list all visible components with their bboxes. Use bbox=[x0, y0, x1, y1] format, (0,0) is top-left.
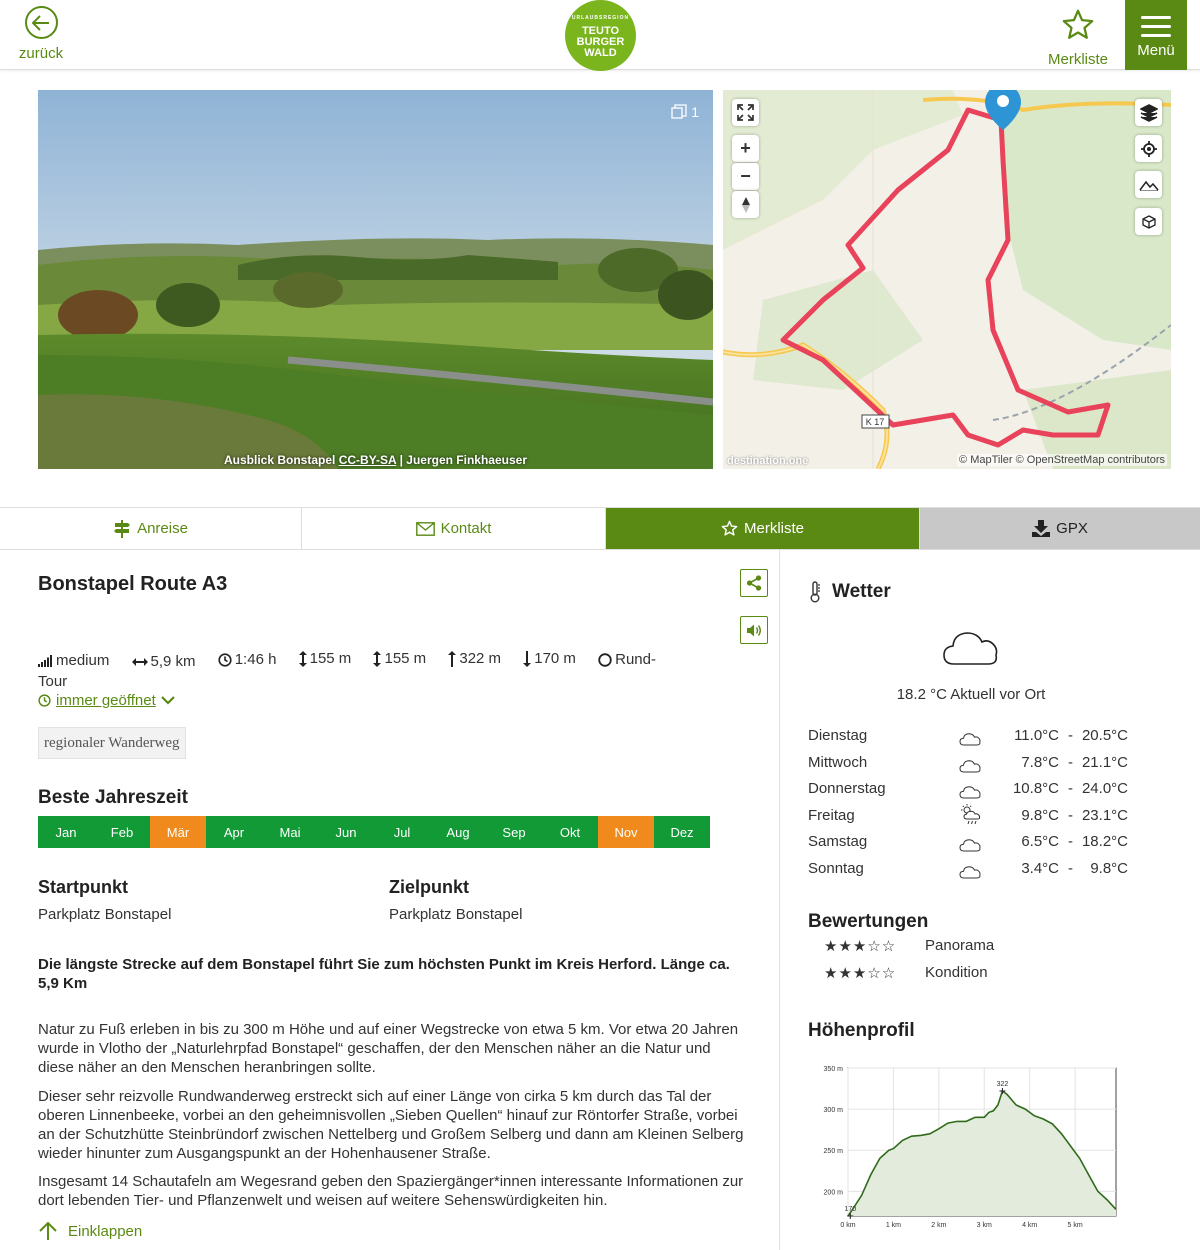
share-icon bbox=[746, 575, 762, 591]
weather-low: 6.5°C bbox=[1021, 833, 1059, 851]
compass-icon bbox=[741, 197, 751, 213]
season-heading: Beste Jahreszeit bbox=[38, 787, 188, 808]
terrain-button[interactable] bbox=[1135, 171, 1162, 198]
weather-high: 21.1°C bbox=[1081, 753, 1128, 771]
month-mai: Mai bbox=[262, 816, 318, 848]
x-tick-label: 0 km bbox=[840, 1222, 856, 1229]
merkliste-header-label: Merkliste bbox=[1047, 51, 1108, 68]
month-jun: Jun bbox=[318, 816, 374, 848]
tab-gpx[interactable]: GPX bbox=[920, 508, 1200, 549]
stat-distance: 5,9 km bbox=[132, 652, 196, 671]
x-tick-label: 3 km bbox=[976, 1222, 992, 1229]
arrow-up-icon bbox=[38, 1221, 58, 1241]
month-feb: Feb bbox=[94, 816, 150, 848]
thermometer-icon bbox=[808, 581, 822, 603]
weather-day: Sonntag bbox=[808, 860, 864, 877]
map-canvas bbox=[723, 90, 1171, 469]
start-value: Parkplatz Bonstapel bbox=[38, 906, 172, 923]
back-label: zurück bbox=[18, 45, 64, 62]
weather-day: Dienstag bbox=[808, 727, 868, 744]
weather-row bbox=[808, 754, 1138, 776]
share-button[interactable] bbox=[740, 569, 768, 597]
teutoburger-wald-logo[interactable]: URLAUBSREGION TEUTO BURGER WALD bbox=[565, 0, 636, 71]
rating-stars-icon: ★★★☆☆ bbox=[824, 964, 897, 982]
route-title: Bonstapel Route A3 bbox=[38, 573, 228, 595]
menu-button[interactable] bbox=[1125, 0, 1187, 70]
landscape-image bbox=[38, 90, 713, 469]
weather-row bbox=[808, 727, 1138, 749]
chevron-down-icon bbox=[161, 696, 175, 705]
clock-icon bbox=[218, 653, 232, 667]
annotation-label: 170 bbox=[844, 1206, 857, 1213]
start-heading: Startpunkt bbox=[38, 877, 128, 897]
cloud-icon bbox=[959, 759, 981, 777]
stat-type: Rund- bbox=[598, 650, 656, 669]
stat-duration: 1:46 h bbox=[218, 650, 277, 669]
weather-heading: Wetter bbox=[808, 581, 891, 603]
x-tick-label: 1 km bbox=[885, 1222, 902, 1229]
horizontal-arrows-icon bbox=[132, 657, 148, 667]
x-tick-label: 5 km bbox=[1067, 1222, 1083, 1229]
weather-row bbox=[808, 780, 1138, 802]
weather-day: Freitag bbox=[808, 806, 855, 824]
expand-icon bbox=[737, 104, 754, 121]
cloud-icon bbox=[942, 628, 1000, 668]
photo-caption: Ausblick Bonstapel CC-BY-SA | Juergen Finkhaeuser bbox=[224, 453, 527, 467]
current-temperature: 18.2 °C Aktuell vor Ort bbox=[896, 686, 1046, 703]
month-nov: Nov bbox=[598, 816, 654, 848]
stat-type-cont: Tour bbox=[38, 672, 68, 690]
crosshair-icon bbox=[1141, 141, 1157, 157]
elevation-chart bbox=[808, 1058, 1128, 1230]
end-value: Parkplatz Bonstapel bbox=[389, 906, 523, 923]
stat-max-height: 322 m bbox=[448, 649, 501, 668]
month-jan: Jan bbox=[38, 816, 94, 848]
layers-icon bbox=[1140, 104, 1158, 122]
month-mär: Mär bbox=[150, 816, 206, 848]
month-aug: Aug bbox=[430, 816, 486, 848]
stat-min-height: 170 m bbox=[523, 649, 576, 668]
arrow-left-icon bbox=[25, 6, 58, 39]
signpost-icon bbox=[113, 520, 131, 538]
speaker-icon bbox=[747, 624, 762, 637]
vertical-arrows-icon bbox=[299, 651, 307, 667]
ratings-heading: Bewertungen bbox=[808, 911, 929, 932]
map-brand: destination.one bbox=[727, 455, 809, 467]
weather-row bbox=[808, 807, 1138, 829]
vertical-arrows-icon bbox=[373, 651, 381, 667]
weather-low: 11.0°C bbox=[1014, 727, 1059, 744]
rating-name: Panorama bbox=[925, 937, 995, 954]
weather-low: 10.8°C bbox=[1012, 780, 1059, 798]
image-count: 1 bbox=[671, 104, 699, 120]
license-link[interactable]: CC-BY-SA bbox=[338, 453, 397, 467]
month-jul: Jul bbox=[374, 816, 430, 848]
action-tabs bbox=[0, 507, 1200, 550]
map-attribution[interactable]: © MapTiler © OpenStreetMap contributors bbox=[959, 454, 1165, 466]
route-map[interactable] bbox=[723, 90, 1171, 469]
cube-icon bbox=[1142, 215, 1156, 229]
route-photo[interactable] bbox=[38, 90, 713, 469]
star-icon bbox=[721, 520, 738, 537]
cloud-icon bbox=[959, 838, 981, 856]
star-outline-icon bbox=[1060, 8, 1096, 42]
top-header bbox=[0, 0, 1200, 70]
y-tick-label: 300 m bbox=[823, 1107, 843, 1115]
arrow-up-icon bbox=[448, 651, 456, 667]
description-paragraph-3: Insgesamt 14 Schautafeln am Wegesrand geben den Spaziergänger*innen interessante Informationen zur dort lebenden Tier- und Pflanzenwelt und weisen auf weitere Sehenswürdigkeiten hin. bbox=[38, 1173, 744, 1209]
category-tag: regionaler Wanderweg bbox=[38, 727, 186, 759]
weather-dash: - bbox=[1068, 860, 1073, 877]
3d-button[interactable] bbox=[1135, 208, 1162, 235]
month-apr: Apr bbox=[206, 816, 262, 848]
month-okt: Okt bbox=[542, 816, 598, 848]
month-dez: Dez bbox=[654, 816, 710, 848]
y-tick-label: 200 m bbox=[823, 1189, 843, 1197]
weather-dash: - bbox=[1068, 806, 1073, 824]
weather-day: Samstag bbox=[808, 833, 868, 851]
weather-high: 18.2°C bbox=[1081, 833, 1128, 851]
read-aloud-button[interactable] bbox=[740, 616, 768, 644]
weather-dash: - bbox=[1068, 833, 1073, 851]
cloud-icon bbox=[959, 732, 981, 750]
menu-label: Menü bbox=[1137, 42, 1175, 59]
download-icon bbox=[1032, 520, 1050, 537]
y-tick-label: 250 m bbox=[823, 1148, 843, 1156]
description-paragraph-1: Natur zu Fuß erleben in bis zu 300 m Höhe und auf einer Wegstrecke von etwa 5 km. Vor etwa 20 Jahren wurde in Vlotho der „Naturlehrpfad Bonstapel“ geschaffen, der den Menschen näher an die Natur und diese näher an den Menschen heranbringen sollte. bbox=[38, 1021, 739, 1076]
route-teaser: Die längste Strecke auf dem Bonstapel führt Sie zum höchsten Punkt im Kreis Herford. Länge ca. 5,9 Km bbox=[38, 956, 730, 992]
hamburger-icon bbox=[1125, 16, 1187, 37]
weather-dash: - bbox=[1068, 727, 1073, 744]
back-button[interactable] bbox=[16, 6, 66, 62]
collapse-button[interactable]: Einklappen bbox=[38, 1221, 142, 1241]
mountain-icon bbox=[1139, 179, 1159, 191]
locate-button[interactable] bbox=[1135, 135, 1162, 162]
season-months bbox=[38, 816, 710, 848]
opening-hours-toggle[interactable] bbox=[38, 692, 175, 709]
y-tick-label: 350 m bbox=[823, 1066, 843, 1073]
weather-low: 9.8°C bbox=[1021, 806, 1059, 824]
merkliste-header-button[interactable] bbox=[1040, 8, 1116, 68]
weather-day: Mittwoch bbox=[808, 753, 868, 771]
end-heading: Zielpunkt bbox=[389, 877, 469, 897]
stat-ascent: 155 m bbox=[299, 649, 352, 668]
tab-anreise[interactable]: Anreise bbox=[0, 508, 302, 549]
signal-bars-icon bbox=[38, 655, 53, 667]
annotation-label: 322 bbox=[996, 1081, 1009, 1089]
stat-descent: 155 m bbox=[373, 649, 426, 668]
column-divider bbox=[779, 550, 780, 1250]
gallery-icon bbox=[671, 104, 687, 120]
month-sep: Sep bbox=[486, 816, 542, 848]
weather-high: 23.1°C bbox=[1081, 806, 1128, 824]
stat-difficulty: medium bbox=[38, 651, 109, 670]
layers-button[interactable] bbox=[1135, 99, 1162, 126]
elevation-heading: Höhenprofil bbox=[808, 1020, 915, 1041]
weather-dash: - bbox=[1068, 753, 1073, 771]
weather-low: 3.4°C bbox=[1021, 860, 1059, 877]
weather-row bbox=[808, 833, 1138, 855]
opening-hours-label: immer geöffnet bbox=[56, 692, 156, 709]
weather-low: 7.8°C bbox=[1021, 753, 1059, 771]
x-tick-label: 4 km bbox=[1022, 1222, 1038, 1229]
zoom-in-button[interactable]: + bbox=[732, 135, 759, 162]
weather-row bbox=[808, 860, 1138, 882]
fullscreen-button[interactable] bbox=[732, 99, 759, 126]
clock-icon bbox=[38, 694, 51, 707]
cloud-icon bbox=[959, 865, 981, 883]
weather-high: 24.0°C bbox=[1081, 780, 1128, 798]
compass-button[interactable] bbox=[732, 191, 759, 218]
weather-high: 20.5°C bbox=[1081, 727, 1128, 744]
description-paragraph-2: Dieser sehr reizvolle Rundwanderweg erstreckt sich auf einer Länge von cirka 5 km durch das Tal der oberen Linnenbeeke, vorbei an den geheimnisvollen „Sieben Quellen“ hinauf zur Röntorfer Straße, vorbei an der Schutzhütte Steinbründorf zwischen Nettelberg und Großem Selberg und dann am Kleinen Selberg wieder hinunter zum Ausgangspunkt an der Hohenhausener Straße. bbox=[38, 1088, 744, 1162]
cloud-icon bbox=[959, 785, 981, 803]
envelope-icon bbox=[416, 522, 435, 536]
weather-high: 9.8°C bbox=[1090, 860, 1128, 877]
tab-merkliste[interactable]: Merkliste bbox=[606, 508, 920, 549]
road-label: K 17 bbox=[865, 417, 885, 427]
x-tick-label: 2 km bbox=[931, 1222, 947, 1229]
weather-day: Donnerstag bbox=[808, 780, 886, 798]
circle-icon bbox=[598, 653, 612, 667]
route-stats bbox=[38, 649, 658, 691]
rating-stars-icon: ★★★☆☆ bbox=[824, 937, 897, 955]
sun-rain-icon bbox=[959, 803, 983, 831]
zoom-out-button[interactable]: − bbox=[732, 163, 759, 190]
arrow-down-icon bbox=[523, 651, 531, 667]
rating-name: Kondition bbox=[925, 964, 988, 981]
weather-dash: - bbox=[1068, 780, 1073, 798]
tab-kontakt[interactable]: Kontakt bbox=[302, 508, 606, 549]
